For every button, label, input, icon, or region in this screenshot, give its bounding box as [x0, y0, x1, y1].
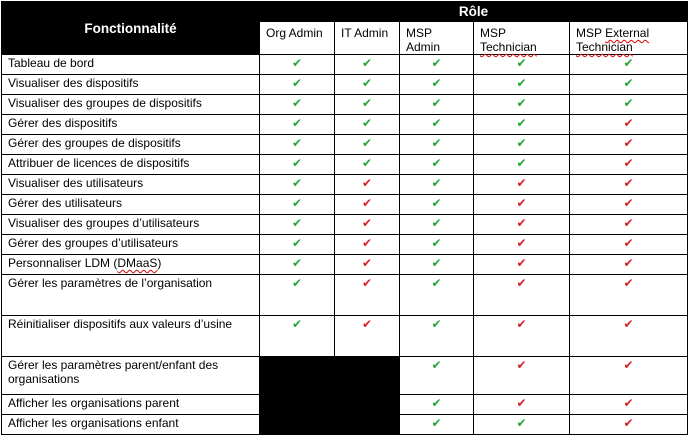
check-icon: ✔ [291, 276, 303, 290]
check-icon-red: ✔ [361, 317, 373, 331]
check-icon-red: ✔ [623, 358, 634, 372]
check-icon: ✔ [291, 156, 303, 170]
permission-cell [474, 55, 570, 75]
check-icon-red: ✔ [623, 416, 634, 430]
permission-cell [335, 357, 400, 395]
check-icon: ✔ [291, 76, 303, 90]
permission-cell [260, 235, 335, 255]
permission-cell [335, 175, 400, 195]
permission-cell [474, 195, 570, 215]
feature-label: Gérer des dispositifs [2, 115, 260, 135]
check-icon-red: ✔ [623, 236, 634, 250]
check-icon-red: ✔ [516, 396, 527, 410]
check-icon: ✔ [431, 216, 442, 230]
check-icon-red: ✔ [516, 216, 527, 230]
check-icon-red: ✔ [361, 256, 373, 270]
permission-cell [260, 75, 335, 95]
permission-cell [570, 357, 688, 395]
check-icon: ✔ [431, 256, 442, 270]
check-icon-red: ✔ [623, 176, 634, 190]
check-icon: ✔ [291, 56, 303, 70]
check-icon: ✔ [361, 116, 373, 130]
check-icon: ✔ [291, 317, 303, 331]
check-icon-red: ✔ [516, 358, 527, 372]
check-icon: ✔ [291, 216, 303, 230]
permission-cell [400, 395, 474, 415]
check-icon-red: ✔ [516, 176, 527, 190]
permission-cell [260, 316, 335, 357]
permission-cell [335, 415, 400, 435]
permission-cell [474, 415, 570, 435]
table-row [2, 316, 688, 357]
permission-cell [570, 415, 688, 435]
check-icon: ✔ [431, 358, 442, 372]
role-it-admin: IT Admin [335, 22, 400, 55]
feature-label: Gérer des utilisateurs [2, 195, 260, 215]
permissions-table [1, 1, 688, 435]
check-icon-red: ✔ [623, 216, 634, 230]
check-icon: ✔ [361, 76, 373, 90]
feature-label: Réinitialiser dispositifs aux valeurs d’usine [2, 316, 260, 357]
check-icon-red: ✔ [516, 196, 527, 210]
table-row [2, 357, 688, 395]
feature-label: Visualiser des groupes d’utilisateurs [2, 215, 260, 235]
check-icon: ✔ [431, 196, 442, 210]
check-icon: ✔ [516, 116, 527, 130]
permission-cell [400, 155, 474, 175]
table-row [2, 415, 688, 435]
check-icon: ✔ [516, 416, 527, 430]
permission-cell [260, 255, 335, 275]
check-icon-red: ✔ [361, 276, 373, 290]
feature-label: Afficher les organisations parent [2, 395, 260, 415]
permission-cell [260, 275, 335, 316]
check-icon-red: ✔ [623, 196, 634, 210]
feature-label: Attribuer de licences de dispositifs [2, 155, 260, 175]
check-icon: ✔ [431, 156, 442, 170]
check-icon: ✔ [291, 96, 303, 110]
permission-cell [335, 215, 400, 235]
check-icon: ✔ [431, 416, 442, 430]
check-icon: ✔ [431, 96, 442, 110]
permission-cell [570, 395, 688, 415]
check-icon: ✔ [361, 56, 373, 70]
permission-cell [400, 275, 474, 316]
permission-cell [260, 195, 335, 215]
permission-cell [400, 357, 474, 395]
role-msp-external-technician: MSP External Technician [570, 22, 688, 55]
table-row [2, 195, 688, 215]
check-icon-red: ✔ [361, 196, 373, 210]
role-msp-admin: MSP Admin [400, 22, 474, 55]
feature-label: Gérer des groupes d’utilisateurs [2, 235, 260, 255]
permission-cell [474, 175, 570, 195]
permission-cell [474, 95, 570, 115]
feature-label: Visualiser des utilisateurs [2, 175, 260, 195]
table-row [2, 155, 688, 175]
permission-cell [335, 55, 400, 75]
check-icon: ✔ [291, 136, 303, 150]
table-row [2, 175, 688, 195]
permission-cell [260, 175, 335, 195]
check-icon: ✔ [291, 256, 303, 270]
check-icon: ✔ [516, 136, 527, 150]
check-icon: ✔ [361, 96, 373, 110]
check-icon: ✔ [623, 96, 634, 110]
permission-cell [570, 135, 688, 155]
permission-cell [335, 155, 400, 175]
permission-cell [400, 415, 474, 435]
permission-cell [260, 135, 335, 155]
permission-cell [474, 75, 570, 95]
permission-cell [335, 395, 400, 415]
table-row [2, 115, 688, 135]
permission-cell [400, 195, 474, 215]
check-icon-red: ✔ [623, 256, 634, 270]
permission-cell [570, 95, 688, 115]
check-icon: ✔ [516, 156, 527, 170]
permission-cell [400, 316, 474, 357]
check-icon: ✔ [431, 136, 442, 150]
check-icon: ✔ [291, 236, 303, 250]
permission-cell [335, 316, 400, 357]
permission-cell [400, 115, 474, 135]
check-icon: ✔ [431, 116, 442, 130]
permission-cell [570, 155, 688, 175]
table-row [2, 395, 688, 415]
permission-cell [400, 135, 474, 155]
permission-cell [474, 316, 570, 357]
permission-cell [474, 215, 570, 235]
permission-cell [260, 415, 335, 435]
permission-cell [474, 395, 570, 415]
check-icon-red: ✔ [623, 276, 634, 290]
permission-cell [335, 275, 400, 316]
permission-cell [260, 95, 335, 115]
table-row [2, 95, 688, 115]
check-icon: ✔ [431, 317, 442, 331]
permission-cell [260, 115, 335, 135]
feature-label: Gérer les paramètres parent/enfant des organisations [2, 357, 260, 395]
permission-cell [570, 55, 688, 75]
permission-cell [474, 155, 570, 175]
feature-label: Visualiser des dispositifs [2, 75, 260, 95]
permission-cell [570, 195, 688, 215]
check-icon-red: ✔ [516, 256, 527, 270]
check-icon: ✔ [431, 176, 442, 190]
check-icon-red: ✔ [623, 116, 634, 130]
check-icon: ✔ [291, 196, 303, 210]
permission-cell [400, 175, 474, 195]
feature-label: Afficher les organisations enfant [2, 415, 260, 435]
check-icon-red: ✔ [623, 317, 634, 331]
permission-cell [335, 195, 400, 215]
check-icon-red: ✔ [623, 396, 634, 410]
permission-cell [400, 255, 474, 275]
check-icon-red: ✔ [516, 236, 527, 250]
permission-cell [474, 357, 570, 395]
check-icon: ✔ [516, 76, 527, 90]
permission-cell [474, 135, 570, 155]
table-row [2, 235, 688, 255]
permission-cell [570, 255, 688, 275]
check-icon: ✔ [361, 156, 373, 170]
table-row [2, 215, 688, 235]
permission-cell [570, 175, 688, 195]
check-icon: ✔ [431, 56, 442, 70]
feature-label: Visualiser des groupes de dispositifs [2, 95, 260, 115]
check-icon: ✔ [291, 116, 303, 130]
permission-cell [335, 255, 400, 275]
table-row [2, 275, 688, 316]
permission-cell [570, 235, 688, 255]
permission-cell [400, 215, 474, 235]
check-icon-red: ✔ [361, 176, 373, 190]
permission-cell [474, 115, 570, 135]
check-icon: ✔ [431, 276, 442, 290]
check-icon-red: ✔ [361, 236, 373, 250]
check-icon-red: ✔ [516, 276, 527, 290]
permission-cell [474, 275, 570, 316]
check-icon: ✔ [431, 396, 442, 410]
feature-label: Personnaliser LDM (DMaaS) [2, 255, 260, 275]
permission-cell [335, 75, 400, 95]
permission-cell [335, 135, 400, 155]
role-org-admin: Org Admin [260, 22, 335, 55]
permission-cell [400, 95, 474, 115]
table-row [2, 255, 688, 275]
permission-cell [400, 235, 474, 255]
check-icon: ✔ [623, 76, 634, 90]
check-icon: ✔ [431, 236, 442, 250]
permission-cell [335, 115, 400, 135]
feature-column-header: Fonctionnalité [2, 2, 260, 55]
permission-cell [400, 55, 474, 75]
permission-cell [260, 55, 335, 75]
check-icon-red: ✔ [516, 317, 527, 331]
table-row [2, 55, 688, 75]
permission-cell [260, 155, 335, 175]
permission-cell [570, 316, 688, 357]
permission-cell [400, 75, 474, 95]
check-icon-red: ✔ [623, 136, 634, 150]
role-column-header: Rôle [260, 2, 688, 22]
permission-cell [335, 235, 400, 255]
permission-cell [474, 235, 570, 255]
permission-cell [570, 115, 688, 135]
feature-label: Gérer les paramètres de l’organisation [2, 275, 260, 316]
role-msp-technician: MSP Technician [474, 22, 570, 55]
check-icon-red: ✔ [623, 156, 634, 170]
permission-cell [260, 215, 335, 235]
permission-cell [474, 255, 570, 275]
feature-label: Gérer des groupes de dispositifs [2, 135, 260, 155]
table-row [2, 135, 688, 155]
table-row [2, 75, 688, 95]
check-icon: ✔ [516, 96, 527, 110]
permission-cell [570, 275, 688, 316]
permission-cell [570, 75, 688, 95]
check-icon: ✔ [361, 136, 373, 150]
check-icon: ✔ [623, 56, 634, 70]
check-icon: ✔ [431, 76, 442, 90]
feature-label: Tableau de bord [2, 55, 260, 75]
permission-cell [570, 215, 688, 235]
check-icon: ✔ [516, 56, 527, 70]
permission-cell [260, 395, 335, 415]
check-icon-red: ✔ [361, 216, 373, 230]
permission-cell [335, 95, 400, 115]
check-icon: ✔ [291, 176, 303, 190]
permission-cell [260, 357, 335, 395]
